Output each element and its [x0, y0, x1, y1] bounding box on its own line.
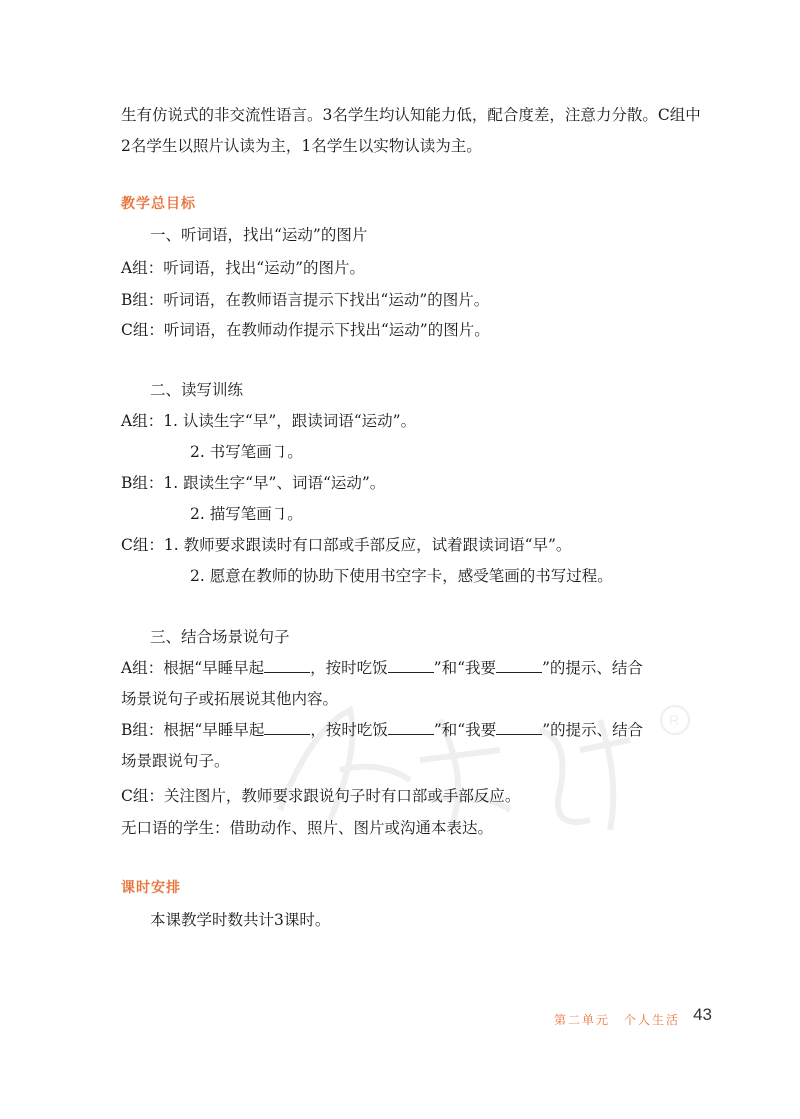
fill-in-blank: [496, 658, 542, 673]
goal-3-a-text-2: ，按时吃饭: [310, 659, 388, 677]
goal-1-group-c: C组：听词语，在教师动作提示下找出“运动”的图片。: [121, 321, 490, 339]
section-heading-schedule: 课时安排: [121, 880, 181, 896]
footer-unit-title: 第二单元 个人生活: [553, 1013, 680, 1027]
goal-2-group-b-item-1: B组：1. 跟读生字“早”、词语“运动”。: [121, 474, 386, 492]
fill-in-blank: [264, 658, 310, 673]
goal-3-b-text-2: ，按时吃饭: [310, 721, 388, 739]
fill-in-blank: [496, 720, 542, 735]
fill-in-blank: [264, 720, 310, 735]
intro-line-1: 生有仿说式的非交流性语言。3名学生均认知能力低，配合度差，注意力分散。C组中: [121, 106, 701, 124]
intro-line-2: 2名学生以照片认读为主，1名学生以实物认读为主。: [121, 137, 482, 155]
page-number: 43: [693, 1005, 712, 1024]
goal-3-b-text-4: ”的提示、结合: [542, 721, 644, 739]
goal-2-group-b-item-2: 2. 描写笔画㇆。: [190, 505, 303, 523]
goal-3-a-text-3: ”和“我要: [433, 659, 496, 677]
svg-text:R: R: [669, 712, 680, 728]
goal-1-group-a: A组：听词语，找出“运动”的图片。: [121, 259, 366, 277]
goal-3-group-b-line-1: [121, 715, 711, 746]
section-heading-goals: 教学总目标: [121, 196, 196, 212]
schedule-text: 本课教学时数共计3课时。: [150, 911, 331, 929]
goal-3-group-a-line-1: [121, 653, 711, 684]
goal-2-group-a-item-2: 2. 书写笔画㇆。: [190, 443, 303, 461]
fill-in-blank: [388, 658, 434, 673]
goal-2-title: 二、读写训练: [150, 381, 244, 399]
goal-1-title: 一、听词语，找出“运动”的图片: [150, 226, 368, 244]
goal-3-group-c: C组：关注图片，教师要求跟说句子时有口部或手部反应。: [121, 787, 521, 805]
goal-2-group-c-item-1: C组：1. 教师要求跟读时有口部或手部反应，试着跟读词语“早”。: [121, 536, 572, 554]
goal-3-a-text-4: ”的提示、结合: [542, 659, 643, 677]
goal-3-group-a-line-2: 场景说句子或拓展说其他内容。: [121, 690, 339, 708]
goal-3-group-b-line-2: 场景跟说句子。: [121, 752, 230, 770]
fill-in-blank: [388, 720, 434, 735]
goal-1-group-b: B组：听词语，在教师语言提示下找出“运动”的图片。: [121, 291, 490, 309]
goal-3-nonverbal: 无口语的学生：借助动作、照片、图片或沟通本表达。: [121, 819, 494, 837]
goal-3-title: 三、结合场景说句子: [150, 628, 290, 646]
goal-3-a-text-1: A组：根据“早睡早起: [121, 659, 265, 677]
goal-2-group-a-item-1: A组：1. 认读生字“早”，跟读词语“运动”。: [121, 412, 417, 430]
goal-2-group-c-item-2: 2. 愿意在教师的协助下使用书空字卡，感受笔画的书写过程。: [190, 567, 613, 585]
goal-3-b-text-1: B组：根据“早睡早起: [121, 721, 265, 739]
goal-3-b-text-3: ”和“我要: [433, 721, 497, 739]
